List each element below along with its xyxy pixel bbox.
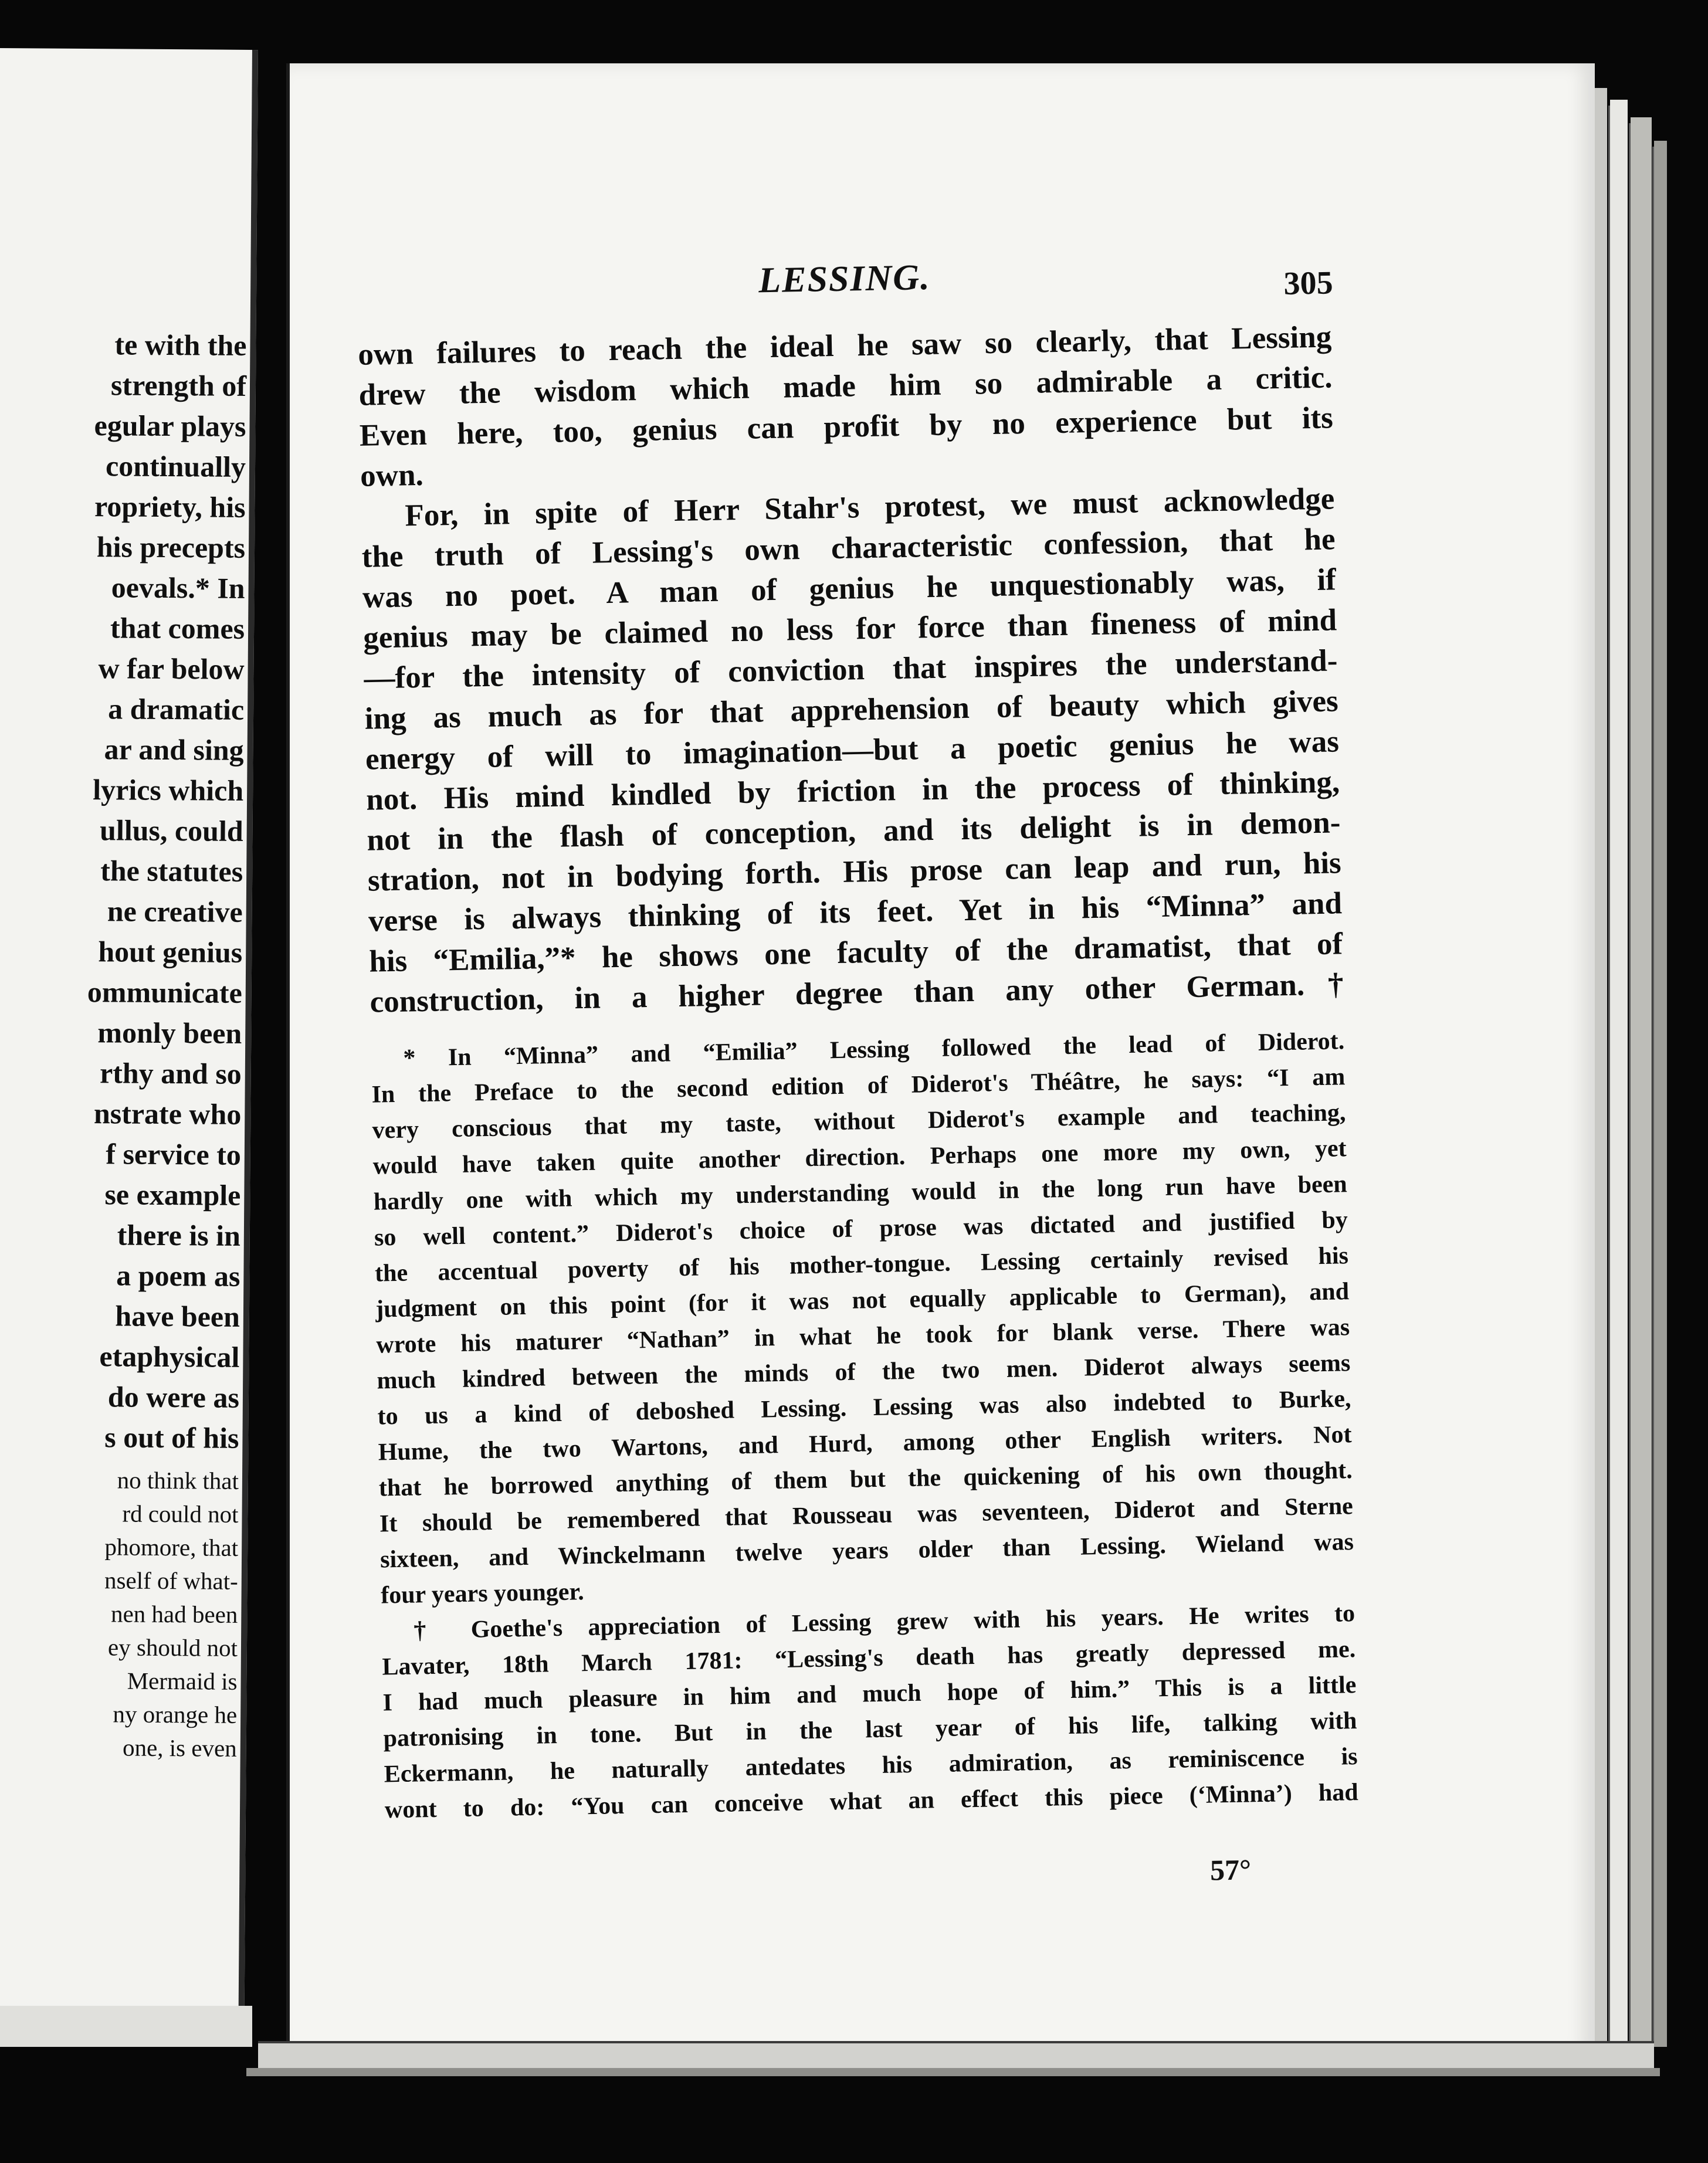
body-line: verse is always thinking of its feet. Yet in his “Minna” and [368,886,1343,938]
footnote-line: * In “Minna” and “Emilia” Lessing followed the lead of Diderot. [403,1028,1345,1072]
left-page-line: ullus, could [99,813,243,847]
footnote-line: four years younger. [380,1578,585,1609]
page-edge-line [1629,123,1631,2047]
left-page-line: nstrate who [93,1097,242,1131]
left-page-line: his precepts [96,530,246,564]
left-page-footnote-line: phomore, that [104,1533,239,1561]
left-page-footnote-line: no think that [117,1466,239,1494]
left-page [0,48,258,2044]
footnote-line: In the Preface to the second edition of Diderot's Théâtre, he says: “I am [371,1063,1346,1108]
left-page-bottom-edge [0,2006,252,2047]
footnote-line: Lavater, 18th March 1781: “Lessing's death has greatly depressed me. [382,1636,1356,1681]
footnote-line: I had much pleasure in him and much hope of him.” This is a little [382,1672,1357,1717]
footnote-line: wont to do: “You can conceive what an effect this piece (‘Minna’) had [384,1779,1359,1824]
footnote-line: hardly one with which my understanding would in the long run have been [373,1171,1348,1216]
left-page-line: w far below [98,652,245,686]
left-page-line: ar and sing [104,733,244,767]
left-page-line: strength of [110,368,247,402]
body-line: his “Emilia,”* he shows one faculty of the dramatist, that of [368,927,1343,979]
left-page-line: that comes [110,611,245,645]
body-text [358,317,1344,1022]
bottom-page-edge [258,2041,1654,2068]
left-page-line: do were as [107,1380,240,1414]
body-line: ing as much as for that apprehension of beauty which gives [364,684,1339,736]
page-edge [1631,117,1652,2053]
footnote-line: much kindred between the minds of the two men. Diderot always seems [377,1350,1351,1395]
body-line: For, in spite of Herr Stahr's protest, we must acknowledge [404,482,1335,533]
page-content [274,52,1615,2069]
left-page-line: the statutes [100,854,243,888]
footnote-line: very conscious that my taste, without Diderot's example and teaching, [372,1099,1346,1144]
left-page-line: f service to [106,1137,242,1171]
footnote-line: the accentual poverty of his mother-tongue. Lessing certainly revised his [374,1242,1349,1287]
page-edge [1654,141,1667,2047]
body-line: energy of will to imagination—but a poetic genius he was [365,724,1340,777]
body-line: own failures to reach the ideal he saw so clearly, that Lessing [357,320,1332,372]
left-page-line: ne creative [107,894,243,928]
footnote-line: judgment on this point (for it was not equally applicable to German), and [375,1278,1350,1323]
body-line: the truth of Lessing's own characteristic confession, that he [361,522,1336,574]
left-page-line: te with the [114,328,247,362]
body-line: own. [360,457,424,493]
left-page-line: hout genius [98,935,243,969]
left-page-line: ropriety, his [94,490,246,524]
footnote-line: would have taken quite another direction. Perhaps one more my own, yet [372,1135,1347,1180]
footnote-line: patronising in tone. But in the last year of his life, talking with [383,1707,1357,1752]
left-page-line: monly been [97,1016,242,1050]
page-number: 305 [1283,265,1334,302]
bottom-cover-edge [246,2068,1660,2076]
left-page-line: se example [104,1178,241,1212]
left-page-line: continually [105,449,246,483]
body-line: —for the intensity of conviction that inspires the understand- [364,643,1338,696]
footnote-line: to us a kind of deboshed Lessing. Lessing was also indebted to Burke, [377,1385,1351,1430]
main-page [286,63,1595,2057]
footnote-line: sixteen, and Winckelmann twelve years older than Lessing. Wieland was [379,1528,1354,1574]
footnote-line: so well content.” Diderot's choice of prose was dictated and justified by [374,1206,1348,1252]
body-line: stration, not in bodying forth. His prose can leap and run, his [367,846,1342,898]
left-page-footnote-line: Mermaid is [127,1667,238,1695]
body-line: not. His mind kindled by friction in the process of thinking, [365,765,1340,817]
body-line: drew the wisdom which made him so admirable a critic. [358,360,1333,412]
left-page-footnote-line: ey should not [107,1633,238,1662]
body-line: was no poet. A man of genius he unquestionably was, if [362,562,1337,615]
left-page-footnote-line: one, is even [122,1734,237,1762]
body-line: not in the flash of conception, and its delight is in demon- [367,805,1341,857]
left-page-line: rthy and so [99,1056,242,1090]
left-page-footnote-line: nen had been [110,1600,238,1628]
body-line: Even here, too, genius can profit by no experience but its [359,401,1334,453]
footnote-line: † Goethe's appreciation of Lessing grew with his years. He writes to [413,1600,1355,1645]
footnotes [371,1023,1358,1828]
left-page-line: have been [115,1299,240,1333]
page-edge-line [1652,147,1654,2047]
footnote-line: It should be remembered that Rousseau was seventeen, Diderot and Sterne [379,1493,1354,1538]
left-page-line: a poem as [116,1259,240,1293]
left-page-line: lyrics which [93,773,244,807]
left-page-line: oevals.* In [111,571,245,605]
left-page-line: egular plays [94,409,246,443]
footnote-line: that he borrowed anything of them but the quickening of his own thought. [378,1457,1353,1502]
body-line: construction, in a higher degree than any other German.† [370,967,1344,1019]
footnote-line: Eckermann, he naturally antedates his admiration, as reminiscence is [384,1743,1358,1788]
left-page-line: ommunicate [87,975,242,1009]
footnote-line: wrote his maturer “Nathan” in what he took for blank verse. There was [375,1314,1350,1359]
footnote-line: Hume, the two Wartons, and Hurd, among other English writers. Not [378,1421,1352,1466]
left-page-text [0,324,247,1765]
left-page-line: etaphysical [99,1340,240,1374]
left-page-footnote-line: nself of what- [104,1567,238,1595]
left-page-footnote-line: rd could not [122,1500,239,1528]
body-line: genius may be claimed no less for force than fineness of mind [362,603,1337,655]
left-page-footnote-line: ny orange he [113,1700,238,1728]
running-head: LESSING. [758,257,931,301]
left-page-line: there is in [117,1218,241,1252]
signature-mark: 57° [1209,1853,1252,1887]
left-page-line: a dramatic [108,692,245,726]
page-edge [1610,100,1628,2047]
left-page-line: s out of his [104,1420,239,1455]
